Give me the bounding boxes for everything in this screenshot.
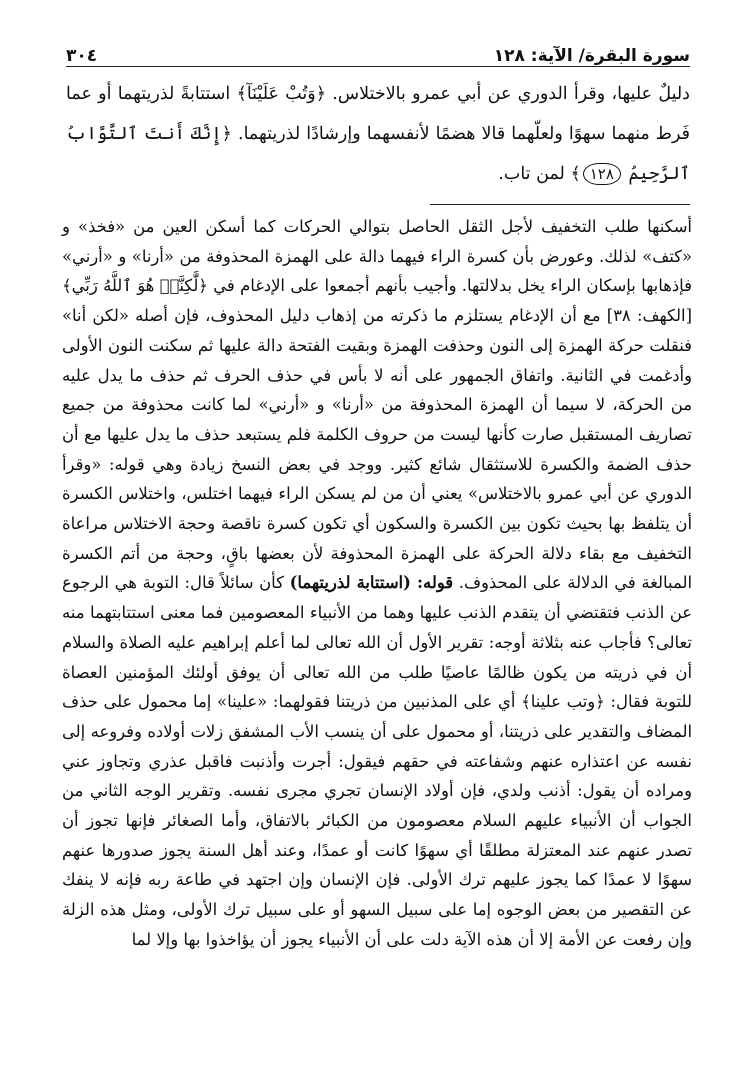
page-header — [66, 36, 690, 66]
commentary-quran-2: ﴿وتب علينا﴾ — [521, 692, 605, 712]
main-text-part-3: لمن تاب. — [498, 164, 565, 184]
commentary-part-4: أي على المذنبين من ذريتنا فقولهما: «علينا» إما محمول على حذف المضاف والتقدير على ذريتنا، أو محمول على أن ينسب الأب المشفق زلات أولاده وفروعه إلى نفسه عن اعتذاره عنهم وشفاعته في حقهم فيقول: أجرت وأذنبت فاقبل عذري وتجاوز عني ومراده أن يقول: أذنب ولدي، فإن أولاد الإنسان تجري مجرى نفسه. وتقرير الوجه الثاني من الجواب أن الأنبياء عليهم السلام معصومون من الكبائر بالاتفاق، وأما الصغائر فإنها تجوز أن تصدر عنهم عند المعتزلة مطلقًا أي سهوًا كانت أو عمدًا، وعند أهل السنة يجوز صدورها عنهم سهوًا لا عمدًا كما يجوز عليهم ترك الأولى. فإن الإنسان وإن اجتهد في طاعة ربه فإنه لا ينفك عن التقصير من بعض الوجوه إما على سبيل السهو أو على سبيل ترك الأولى، ومثل هذه الزلة وإن رفعت عن الأمة إلا أن هذه الآية دلت على أن الأنبياء يجوز أن يؤاخذوا بها وإلا لما — [62, 692, 692, 949]
main-text-part-2: استتابةً لذريتهما أو عما فَرط منهما سهوًا ولعلّهما قالا هضمًا لأنفسهما وإرشادًا لذريتهما. — [66, 84, 690, 144]
commentary-divider — [430, 204, 690, 205]
main-text — [66, 74, 690, 194]
main-text-part-1: دليلٌ عليها، وقرأ الدوري عن أبي عمرو بالاختلاس. — [332, 84, 690, 104]
commentary-quran-1: ﴿لَّٰكِنَّا۠ هُوَ ٱللَّهُ رَبِّي﴾ — [62, 276, 208, 296]
ayah-number-marker: ١٢٨ — [583, 163, 621, 185]
quran-verse-2-close: ﴾ — [570, 164, 581, 184]
quran-verse-2: ﴿إِنَّكَ أَنتَ ٱلتَّوَّابُ ٱلرَّحِيمُ — [66, 124, 690, 184]
commentary-part-3: كأن سائلاً قال: التوبة هي الرجوع عن الذنب فتقتضي أن يتقدم الذنب عليها وهما من الأنبياء المعصومين فما معنى استتابتهما منه تعالى؟ فأجاب عنه بثلاثة أوجه: تقرير الأول أن الله تعالى لما أعلم إبراهيم عليه الصلاة والسلام أن في ذريته من يكون ظالمًا عاصيًا طلب من الله تعالى أن يوفق أولئك المؤمنين العصاة للتوبة فقال: — [62, 573, 692, 712]
page-number: ٣٠٤ — [66, 46, 98, 66]
header-divider — [66, 66, 690, 67]
commentary-part-1: أسكنها طلب التخفيف لأجل الثقل الحاصل بتوالي الحركات كما أسكن العين من «فخذ» و «كتف» لذلك. وعورض بأن كسرة الراء فيهما دالة على الهمزة المحذوفة من «أرنا» و «أرني» فإذهابها بإسكان الراء يخل بدلالتها. وأجيب بأنهم أجمعوا على الإدغام في — [62, 217, 692, 296]
commentary-text — [62, 212, 692, 955]
commentary-lemma: قوله: (استتابة لذريتهما) — [289, 573, 454, 593]
surah-reference: سورة البقرة/ الآية: ١٢٨ — [493, 46, 690, 66]
quran-verse-1: ﴿وَتُبْ عَلَيْنَآ﴾ — [236, 84, 326, 104]
commentary-part-2: [الكهف: ٣٨] مع أن الإدغام يستلزم ما ذكرته من إذهاب دليل المحذوف، فإن أصله «لكن أنا» فنقلت حركة الهمزة إلى النون وحذفت الهمزة وبقيت الفتحة دالة عليها ثم سكنت النون الأولى وأدغمت في الثانية. واتفاق الجمهور على أنه لا بأس في حذف الحرف ثم حذف ما يدل عليه من الحركة، لا سيما أن الهمزة المحذوفة من «أرنا» و «أرني» لما كانت محذوفة من جميع تصاريف المستقبل صارت كأنها ليست من حروف الكلمة فلم يستبعد حذف ما يدل عليها مع أن حذف الضمة والكسرة للاستثقال شائع كثير. ووجد في بعض النسخ زيادة وهي قوله: «وقرأ الدوري عن أبي عمرو بالاختلاس» يعني أن من لم يسكن الراء فيهما اختلس، واختلاس الكسرة أن يتلفظ بها بحيث تكون بين الكسرة والسكون أي تكون كسرة ناقصة وحجة الاختلاس مراعاة التخفيف مع بقاء دلالة الحركة على الهمزة المحذوفة لأن بعضها باقٍ، وحجة من أتم الكسرة المبالغة في الدلالة على المحذوف. — [62, 306, 693, 593]
